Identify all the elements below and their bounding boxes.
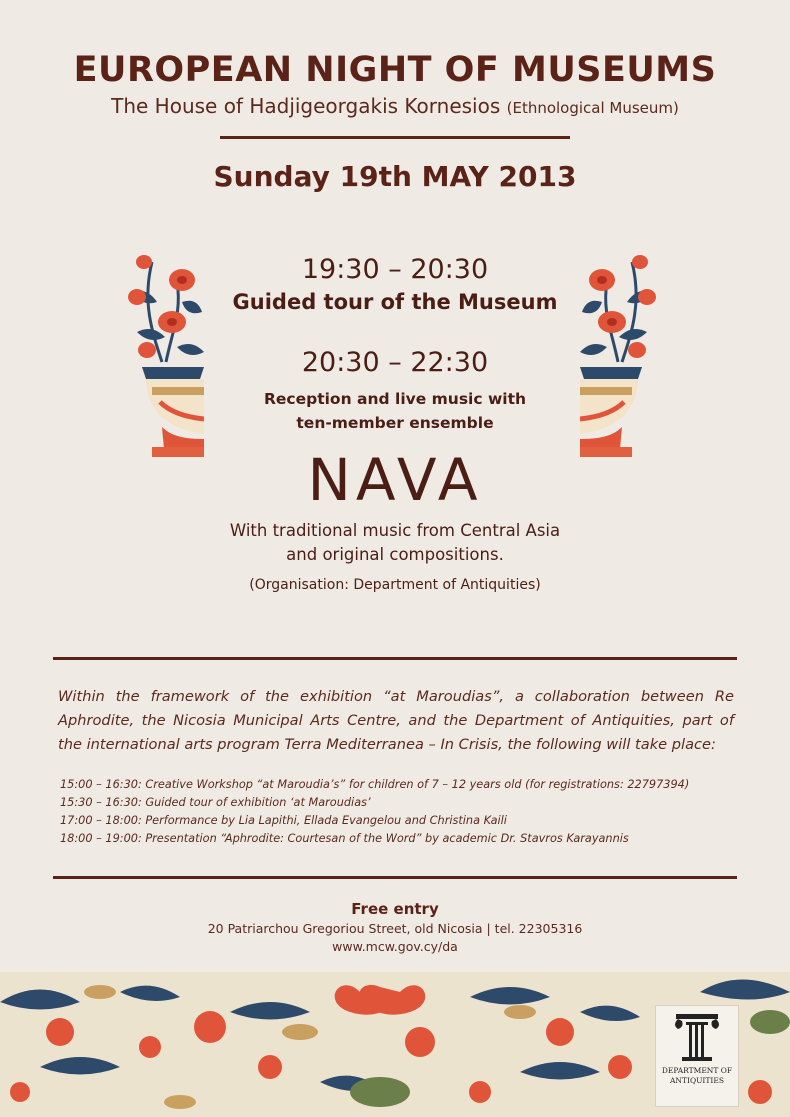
reception-title-line1: Reception and live music with [263,390,527,408]
event-date: Sunday 19th MAY 2013 [213,160,577,193]
tour-time: 19:30 – 20:30 [301,254,489,285]
exhibition-intro-line: Aphrodite, the Nicosia Municipal Arts Centre, and the Department of Antiquities, part of [58,712,734,729]
website-link[interactable]: www.mcw.gov.cy/da [332,939,458,954]
exhibition-intro-line: the international arts program Terra Mediterranea – In Crisis, the following will take place: [58,736,716,753]
venue-name: The House of Hadjigeorgakis Kornesios [111,94,501,118]
schedule-item: 15:00 – 16:30: Creative Workshop “at Maroudia’s” for children of 7 – 12 years old (for registrations: 22797394) [60,778,690,791]
free-entry-label: Free entry [351,900,439,918]
header-divider [220,136,570,139]
venue-subtitle [0,94,790,118]
reception-title-line2: ten-member ensemble [296,414,494,432]
tour-title: Guided tour of the Museum [232,290,558,314]
logo-text-line2: ANTIQUITIES [670,1076,724,1085]
schedule-item: 17:00 – 18:00: Performance by Lia Lapithi, Ellada Evangelou and Christina Kaili [60,814,507,827]
schedule-item: 15:30 – 16:30: Guided tour of exhibition ‘at Maroudias’ [60,796,371,809]
venue-type: (Ethnological Museum) [506,99,679,117]
poster-title: EUROPEAN NIGHT OF MUSEUMS [73,50,717,90]
schedule-item: 18:00 – 19:00: Presentation “Aphrodite: Courtesan of the Word” by academic Dr. Stavros Karayannis [60,832,629,845]
music-description-line2: and original compositions. [286,545,504,564]
section-divider-bottom [53,876,737,879]
department-of-antiquities-logo [655,1005,739,1107]
organisation-note: (Organisation: Department of Antiquities) [249,577,541,593]
exhibition-intro-line: Within the framework of the exhibition “at Maroudias”, a collaboration between Re [58,688,734,705]
reception-time: 20:30 – 22:30 [301,347,489,378]
logo-text-line1: DEPARTMENT OF [661,1066,733,1075]
band-name: NAVA [307,446,483,514]
music-description-line1: With traditional music from Central Asia [229,521,561,540]
address-line: 20 Patriarchou Gregoriou Street, old Nicosia | tel. 22305316 [207,921,583,936]
section-divider-top [53,657,737,660]
ionic-column-icon [656,1006,738,1064]
